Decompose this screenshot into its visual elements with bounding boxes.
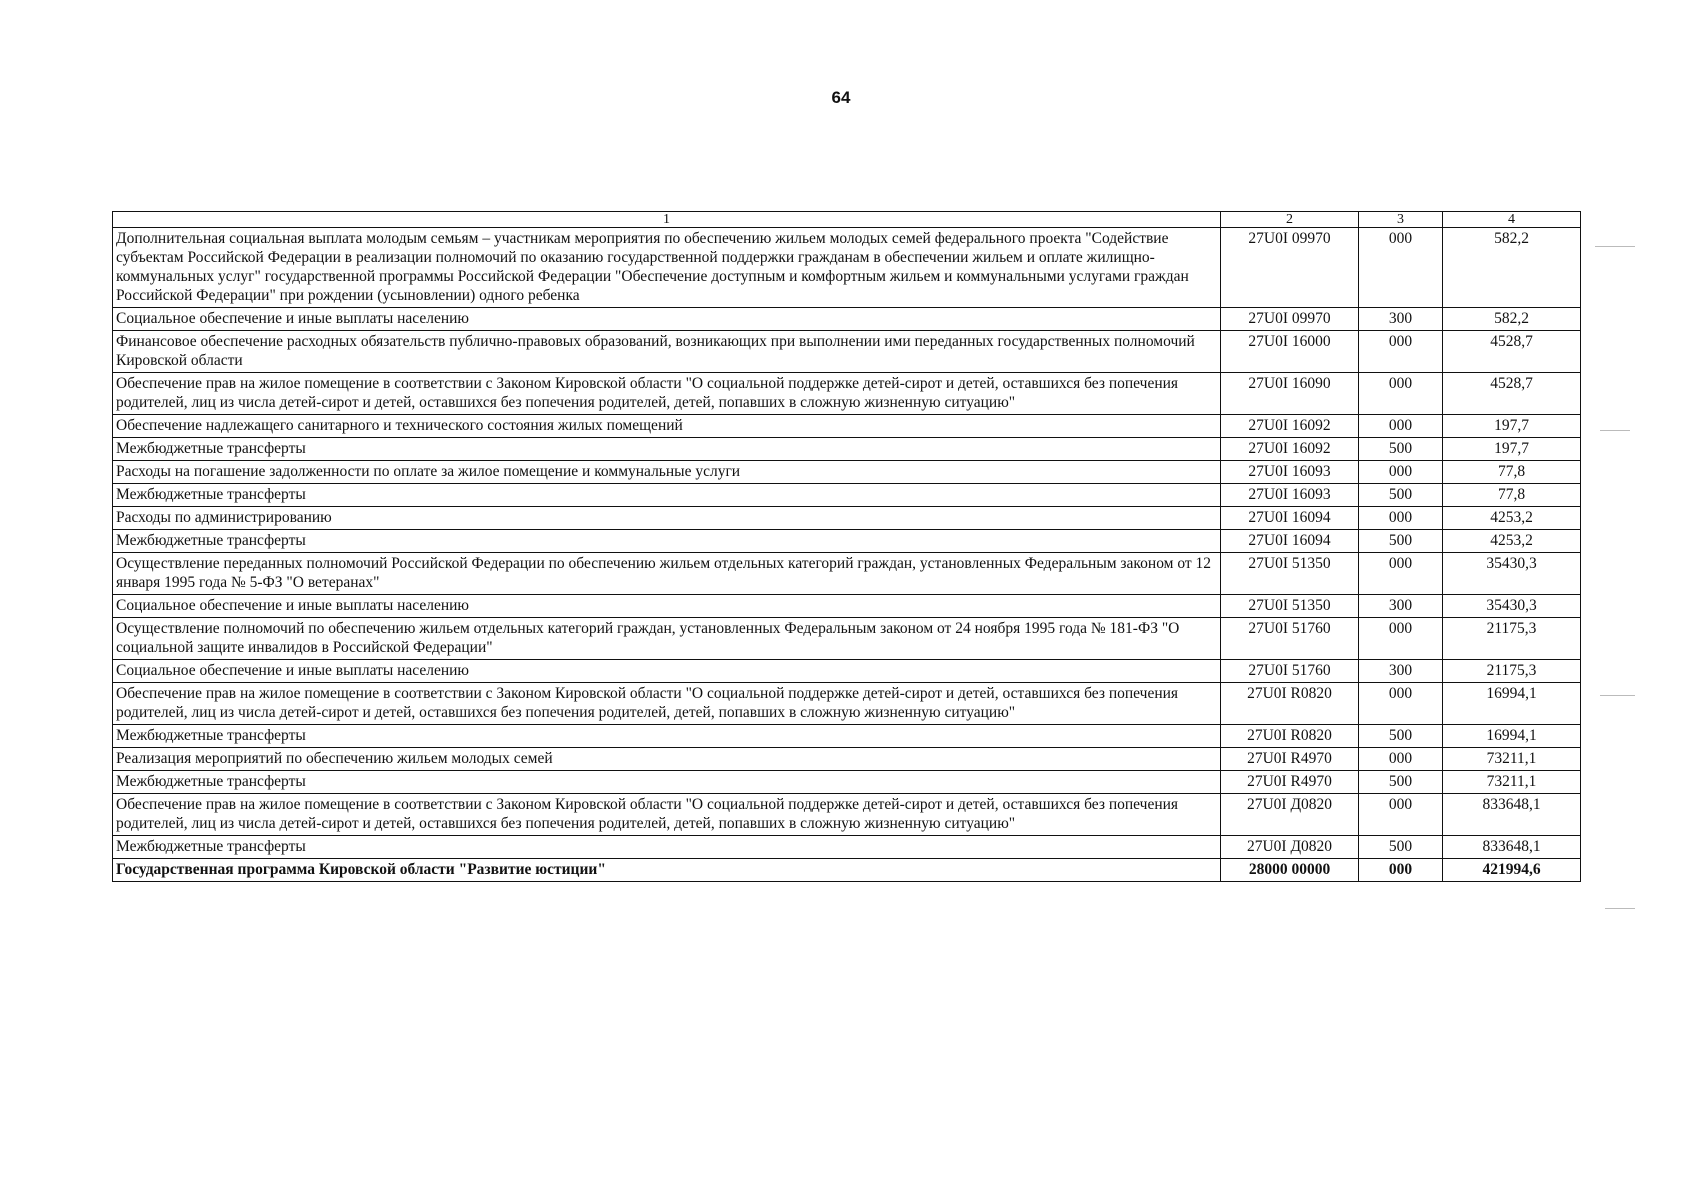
vr-cell: 300 <box>1359 660 1443 683</box>
sum-cell: 77,8 <box>1443 461 1581 484</box>
name-cell: Осуществление переданных полномочий Российской Федерации по обеспечению жильем отдельных категорий граждан, установленных Федеральным законом от 12 января 1995 года № 5-ФЗ "О ветеранах" <box>113 553 1221 595</box>
sum-cell: 4528,7 <box>1443 373 1581 415</box>
page-number: 64 <box>831 88 851 107</box>
code-cell: 27U0I R0820 <box>1221 725 1359 748</box>
scan-noise <box>1605 908 1635 909</box>
table-row <box>113 683 1581 725</box>
table-row <box>113 331 1581 373</box>
sum-cell: 421994,6 <box>1443 859 1581 882</box>
name-cell: Социальное обеспечение и иные выплаты населению <box>113 660 1221 683</box>
sum-cell: 4528,7 <box>1443 331 1581 373</box>
code-cell: 27U0I 16093 <box>1221 461 1359 484</box>
table-row <box>113 415 1581 438</box>
table-row <box>113 794 1581 836</box>
table-row <box>113 748 1581 771</box>
vr-cell: 000 <box>1359 373 1443 415</box>
table-row <box>113 461 1581 484</box>
table-row <box>113 725 1581 748</box>
table-row <box>113 859 1581 882</box>
table-row <box>113 438 1581 461</box>
budget-table <box>112 211 1581 882</box>
table-row <box>113 553 1581 595</box>
code-cell: 27U0I Д0820 <box>1221 794 1359 836</box>
vr-cell: 500 <box>1359 484 1443 507</box>
name-cell: Реализация мероприятий по обеспечению жильем молодых семей <box>113 748 1221 771</box>
code-cell: 27U0I 16090 <box>1221 373 1359 415</box>
vr-cell: 000 <box>1359 415 1443 438</box>
code-cell: 27U0I 16092 <box>1221 415 1359 438</box>
name-cell: Обеспечение надлежащего санитарного и технического состояния жилых помещений <box>113 415 1221 438</box>
code-cell: 27U0I 16094 <box>1221 530 1359 553</box>
table-row <box>113 507 1581 530</box>
code-cell: 27U0I 16094 <box>1221 507 1359 530</box>
name-cell: Межбюджетные трансферты <box>113 836 1221 859</box>
sum-cell: 77,8 <box>1443 484 1581 507</box>
code-cell: 27U0I 51760 <box>1221 660 1359 683</box>
code-cell: 27U0I R0820 <box>1221 683 1359 725</box>
sum-cell: 833648,1 <box>1443 794 1581 836</box>
table-row <box>113 373 1581 415</box>
sum-cell: 16994,1 <box>1443 725 1581 748</box>
sum-cell: 582,2 <box>1443 228 1581 308</box>
name-cell: Дополнительная социальная выплата молодым семьям – участникам мероприятия по обеспечению жильем молодых семей федерального проекта "Содействие субъектам Российской Федерации в реализации полномочий по оказанию государственной поддержки гражданам в обеспечении жильем и оплате жилищно-коммунальных услуг" государственной программы Российской Федерации "Обеспечение доступным и комфортным жильем и коммунальными услугами граждан Российской Федерации" при рождении (усыновлении) одного ребенка <box>113 228 1221 308</box>
vr-cell: 300 <box>1359 595 1443 618</box>
name-cell: Обеспечение прав на жилое помещение в соответствии с Законом Кировской области "О социальной поддержке детей-сирот и детей, оставшихся без попечения родителей, лиц из числа детей-сирот и детей, оставшихся без попечения родителей, детей, попавших в сложную жизненную ситуацию" <box>113 794 1221 836</box>
code-cell: 28000 00000 <box>1221 859 1359 882</box>
vr-cell: 000 <box>1359 683 1443 725</box>
vr-cell: 500 <box>1359 771 1443 794</box>
sum-cell: 833648,1 <box>1443 836 1581 859</box>
table-row <box>113 595 1581 618</box>
vr-cell: 000 <box>1359 794 1443 836</box>
code-cell: 27U0I 09970 <box>1221 228 1359 308</box>
sum-cell: 4253,2 <box>1443 507 1581 530</box>
vr-cell: 000 <box>1359 228 1443 308</box>
name-cell: Межбюджетные трансферты <box>113 771 1221 794</box>
table-row <box>113 530 1581 553</box>
vr-cell: 500 <box>1359 725 1443 748</box>
code-cell: 27U0I 51760 <box>1221 618 1359 660</box>
code-cell: 27U0I 51350 <box>1221 553 1359 595</box>
name-cell: Межбюджетные трансферты <box>113 484 1221 507</box>
vr-cell: 500 <box>1359 836 1443 859</box>
name-cell: Социальное обеспечение и иные выплаты населению <box>113 595 1221 618</box>
code-cell: 27U0I R4970 <box>1221 748 1359 771</box>
vr-cell: 300 <box>1359 308 1443 331</box>
table-body <box>113 228 1581 882</box>
header-col-4: 4 <box>1443 212 1581 228</box>
table-row <box>113 836 1581 859</box>
sum-cell: 197,7 <box>1443 438 1581 461</box>
sum-cell: 21175,3 <box>1443 660 1581 683</box>
sum-cell: 16994,1 <box>1443 683 1581 725</box>
sum-cell: 73211,1 <box>1443 771 1581 794</box>
header-row <box>113 212 1581 228</box>
sum-cell: 197,7 <box>1443 415 1581 438</box>
table-row <box>113 308 1581 331</box>
vr-cell: 500 <box>1359 530 1443 553</box>
sum-cell: 21175,3 <box>1443 618 1581 660</box>
sum-cell: 35430,3 <box>1443 595 1581 618</box>
name-cell: Государственная программа Кировской области "Развитие юстиции" <box>113 859 1221 882</box>
name-cell: Осуществление полномочий по обеспечению жильем отдельных категорий граждан, установленных Федеральным законом от 24 ноября 1995 года № 181-ФЗ "О социальной защите инвалидов в Российской Федерации" <box>113 618 1221 660</box>
name-cell: Межбюджетные трансферты <box>113 725 1221 748</box>
code-cell: 27U0I 16000 <box>1221 331 1359 373</box>
name-cell: Межбюджетные трансферты <box>113 530 1221 553</box>
code-cell: 27U0I R4970 <box>1221 771 1359 794</box>
header-col-2: 2 <box>1221 212 1359 228</box>
sum-cell: 4253,2 <box>1443 530 1581 553</box>
code-cell: 27U0I Д0820 <box>1221 836 1359 859</box>
sum-cell: 582,2 <box>1443 308 1581 331</box>
table-row <box>113 771 1581 794</box>
name-cell: Обеспечение прав на жилое помещение в соответствии с Законом Кировской области "О социальной поддержке детей-сирот и детей, оставшихся без попечения родителей, лиц из числа детей-сирот и детей, оставшихся без попечения родителей, детей, попавших в сложную жизненную ситуацию" <box>113 373 1221 415</box>
table-row <box>113 484 1581 507</box>
vr-cell: 000 <box>1359 859 1443 882</box>
scan-noise <box>1595 246 1635 247</box>
scan-noise <box>1600 430 1630 431</box>
table-row <box>113 660 1581 683</box>
code-cell: 27U0I 16093 <box>1221 484 1359 507</box>
name-cell: Расходы на погашение задолженности по оплате за жилое помещение и коммунальные услуги <box>113 461 1221 484</box>
vr-cell: 000 <box>1359 507 1443 530</box>
sum-cell: 35430,3 <box>1443 553 1581 595</box>
vr-cell: 000 <box>1359 331 1443 373</box>
vr-cell: 000 <box>1359 748 1443 771</box>
name-cell: Финансовое обеспечение расходных обязательств публично-правовых образований, возникающих при выполнении ими переданных государственных полномочий Кировской области <box>113 331 1221 373</box>
sum-cell: 73211,1 <box>1443 748 1581 771</box>
vr-cell: 000 <box>1359 618 1443 660</box>
header-col-3: 3 <box>1359 212 1443 228</box>
vr-cell: 000 <box>1359 461 1443 484</box>
vr-cell: 000 <box>1359 553 1443 595</box>
code-cell: 27U0I 16092 <box>1221 438 1359 461</box>
name-cell: Расходы по администрированию <box>113 507 1221 530</box>
name-cell: Обеспечение прав на жилое помещение в соответствии с Законом Кировской области "О социальной поддержке детей-сирот и детей, оставшихся без попечения родителей, лиц из числа детей-сирот и детей, оставшихся без попечения родителей, детей, попавших в сложную жизненную ситуацию" <box>113 683 1221 725</box>
vr-cell: 500 <box>1359 438 1443 461</box>
header-col-1: 1 <box>113 212 1221 228</box>
scan-noise <box>1600 695 1635 696</box>
table-row <box>113 618 1581 660</box>
name-cell: Социальное обеспечение и иные выплаты населению <box>113 308 1221 331</box>
name-cell: Межбюджетные трансферты <box>113 438 1221 461</box>
table-row <box>113 228 1581 308</box>
code-cell: 27U0I 51350 <box>1221 595 1359 618</box>
code-cell: 27U0I 09970 <box>1221 308 1359 331</box>
